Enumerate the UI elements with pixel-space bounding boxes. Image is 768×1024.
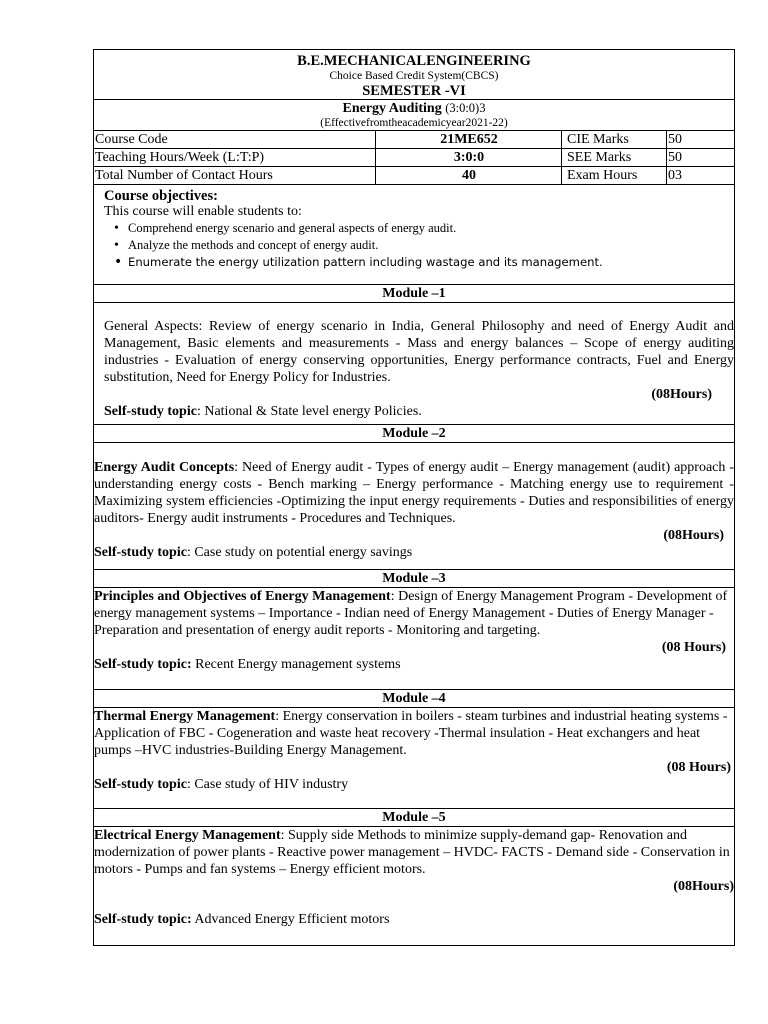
module-1-hours: (08Hours) bbox=[651, 387, 712, 402]
course-credits: (3:0:0)3 bbox=[445, 101, 486, 115]
objectives-block bbox=[94, 185, 734, 285]
objectives-heading: Course objectives: bbox=[104, 188, 218, 204]
module-3-body bbox=[94, 588, 734, 639]
module-2-text: : Need of Energy audit - Types of energy audit – Energy management (audit) approach - understanding energy costs - Bench marking – Energy performance - Matching energy use to requirement - Maximizing system efficiencies -Optimizing the input energy requirements - Duties and responsibilities of energy auditors- Energy audit instruments - Procedures and Techniques. bbox=[94, 460, 734, 526]
module-1-body: General Aspects: Review of energy scenario in India, General Philosophy and need of Energy Audit and Management, Basic elements and measurements - Mass and energy balances – Scope of energy auditing industries - Evaluation of energy conserving opportunities, Energy performance contracts, Fuel and Energy substitution, Need for Energy Policy for Industries. bbox=[104, 319, 734, 385]
course-title: Energy Auditing bbox=[342, 101, 442, 116]
info-row-2 bbox=[94, 149, 734, 167]
contact-hours-label: Total Number of Contact Hours bbox=[94, 167, 376, 184]
module-2-lead: Energy Audit Concepts bbox=[94, 460, 235, 475]
module-2-title: Module –2 bbox=[94, 425, 734, 443]
module-5-content bbox=[94, 827, 734, 946]
effective-year: (Effectivefromtheacademicyear2021-22) bbox=[320, 117, 508, 129]
course-code-label: Course Code bbox=[94, 131, 376, 148]
objective-item: • Analyze the methods and concept of energy audit. bbox=[128, 237, 734, 254]
module-5-body bbox=[94, 827, 734, 878]
cie-value: 50 bbox=[668, 132, 682, 147]
see-value: 50 bbox=[668, 150, 682, 165]
hours-label: Teaching Hours/Week (L:T:P) bbox=[94, 149, 376, 166]
contact-hours-value: 40 bbox=[376, 167, 562, 184]
module-5-title: Module –5 bbox=[94, 809, 734, 827]
self-study-label: Self-study topic: bbox=[94, 657, 192, 672]
course-title-block bbox=[94, 100, 734, 131]
exam-hours-value: 03 bbox=[668, 168, 682, 183]
self-study-text: : Case study on potential energy savings bbox=[186, 545, 413, 560]
module-4-title: Module –4 bbox=[94, 690, 734, 708]
module-3-lead: Principles and Objectives of Energy Management bbox=[94, 589, 391, 604]
scheme-text: Choice Based Credit System(CBCS) bbox=[329, 70, 499, 82]
program-title: B.E.MECHANICALENGINEERING bbox=[297, 53, 531, 69]
module-3-text: : Design of Energy Management Program - Development of energy management systems – Importance - Indian need of Energy Management - Duties of Energy Manager - Preparation and presentation of energy audit reports - Monitoring and targeting. bbox=[94, 589, 728, 638]
module-4-body bbox=[94, 708, 734, 759]
module-3-hours: (08 Hours) bbox=[661, 640, 726, 655]
objective-item: • Comprehend energy scenario and general aspects of energy audit. bbox=[128, 220, 734, 237]
module-4-text: : Energy conservation in boilers - steam turbines and industrial heating systems - Application of FBC - Cogeneration and waste heat recovery -Thermal insulation - Heat exchangers and heat pumps –HVC industries-Building Energy Management. bbox=[94, 709, 728, 758]
objectives-intro: This course will enable students to: bbox=[104, 204, 302, 219]
syllabus-document bbox=[93, 49, 735, 946]
module-3-self-study bbox=[94, 656, 734, 673]
self-study-text: Recent Energy management systems bbox=[191, 657, 401, 672]
header-block bbox=[94, 50, 734, 100]
module-5-text: : Supply side Methods to minimize supply-demand gap- Renovation and modernization of power plants - Reactive power management – HVDC- FACTS - Demand side - Conservation in motors - Pumps and fan systems – Energy efficient motors. bbox=[94, 828, 730, 877]
module-5-self-study bbox=[94, 911, 734, 928]
module-2-content bbox=[94, 443, 734, 570]
module-4-lead: Thermal Energy Management bbox=[94, 709, 276, 724]
exam-hours-label: Exam Hours bbox=[562, 167, 667, 184]
module-2-hours: (08Hours) bbox=[663, 528, 724, 543]
self-study-text: : National & State level energy Policies. bbox=[196, 404, 422, 419]
self-study-text: : Case study of HIV industry bbox=[186, 777, 349, 792]
info-row-1 bbox=[94, 131, 734, 149]
module-1-content bbox=[94, 303, 734, 425]
self-study-label: Self-study topic bbox=[94, 777, 187, 792]
module-3-title: Module –3 bbox=[94, 570, 734, 588]
objective-item: • Enumerate the energy utilization pattern including wastage and its management. bbox=[128, 254, 734, 271]
objectives-list bbox=[104, 220, 734, 271]
module-4-hours: (08 Hours) bbox=[666, 760, 731, 775]
semester-title: SEMESTER -VI bbox=[362, 83, 466, 99]
module-1-self-study bbox=[104, 403, 734, 420]
self-study-label: Self-study topic bbox=[94, 545, 187, 560]
module-2-body bbox=[94, 459, 734, 527]
module-4-content bbox=[94, 708, 734, 809]
module-5-lead: Electrical Energy Management bbox=[94, 828, 281, 843]
self-study-label: Self-study topic bbox=[104, 404, 197, 419]
see-label: SEE Marks bbox=[562, 149, 667, 166]
self-study-label: Self-study topic: bbox=[94, 912, 192, 927]
cie-label: CIE Marks bbox=[562, 131, 667, 148]
course-code-value: 21ME652 bbox=[376, 131, 562, 148]
module-5-hours: (08Hours) bbox=[673, 879, 734, 894]
module-4-self-study bbox=[94, 776, 734, 793]
module-1-title: Module –1 bbox=[94, 285, 734, 303]
module-2-self-study bbox=[94, 544, 734, 561]
hours-value: 3:0:0 bbox=[376, 149, 562, 166]
self-study-text: Advanced Energy Efficient motors bbox=[191, 912, 390, 927]
info-row-3 bbox=[94, 167, 734, 185]
module-3-content bbox=[94, 588, 734, 690]
